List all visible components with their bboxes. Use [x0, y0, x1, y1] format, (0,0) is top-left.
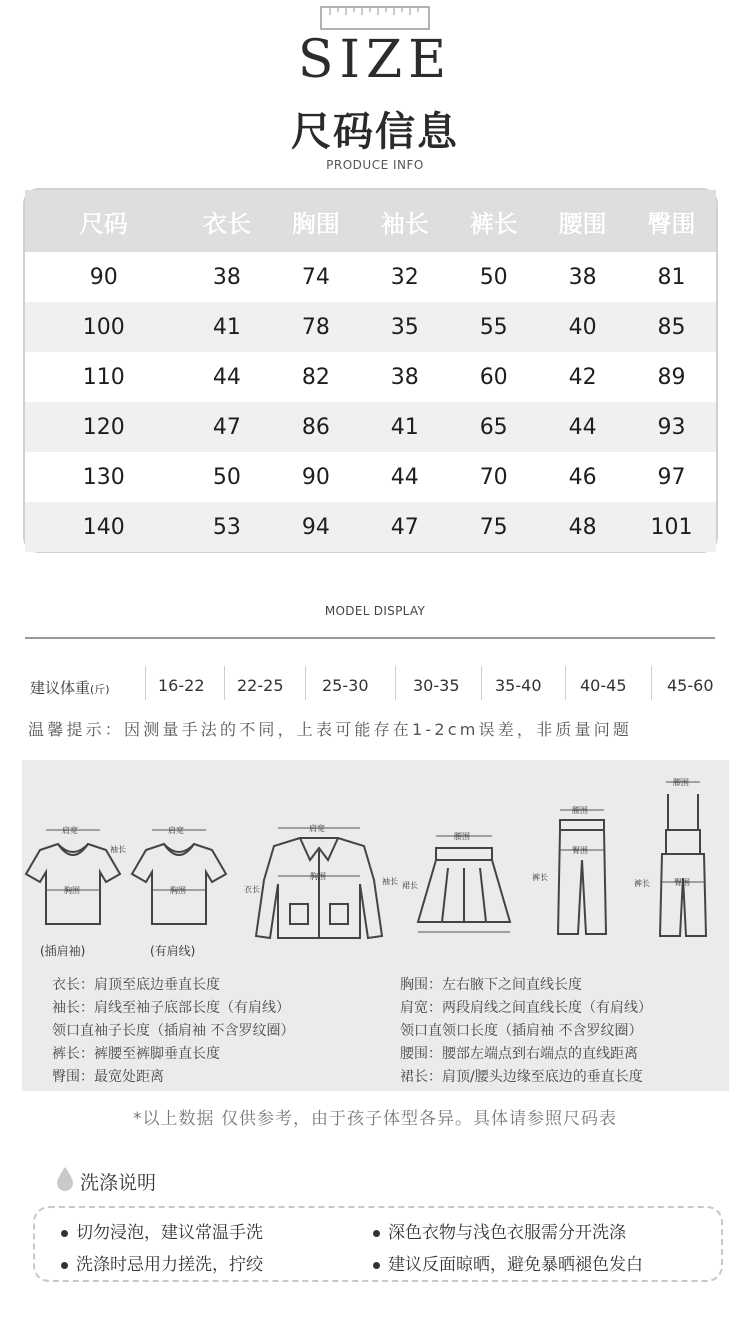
pants-length-label: 裤长 — [634, 879, 650, 888]
divider — [224, 666, 225, 700]
bullet-icon — [373, 1230, 380, 1237]
weight-label — [30, 677, 110, 698]
table-row — [25, 352, 716, 402]
definition-item: 裤长：裤腰至裤脚垂直长度 — [52, 1046, 220, 1062]
table-cell: 100 — [82, 314, 125, 340]
shoulder-label: 肩宽 — [309, 824, 325, 833]
table-cell: 50 — [212, 464, 241, 490]
table-cell: 44 — [390, 464, 419, 490]
table-cell: 42 — [568, 364, 597, 390]
col-header-sleeve: 袖长 — [380, 209, 429, 238]
table-cell: 40 — [568, 314, 597, 340]
table-cell: 94 — [301, 514, 330, 540]
model-display-heading: MODEL DISPLAY — [324, 604, 426, 618]
definition-item: 裙长：肩顶/腰头边缘至底边的垂直长度 — [400, 1069, 643, 1085]
washing-title-text: 洗涤说明 — [80, 1172, 157, 1194]
table-header — [25, 190, 716, 252]
washing-item-text: 洗涤时忌用力搓洗，拧绞 — [76, 1255, 263, 1275]
weight-value: 30-35 — [413, 676, 460, 695]
table-row — [25, 502, 716, 552]
weight-value: 22-25 — [237, 676, 284, 695]
table-cell: 41 — [390, 414, 419, 440]
pants-length-label: 裤长 — [532, 873, 548, 882]
washing-item-text: 切勿浸泡，建议常温手洗 — [76, 1223, 263, 1243]
washing-box — [33, 1206, 723, 1282]
table-cell: 48 — [568, 514, 597, 540]
table-cell: 140 — [82, 514, 125, 540]
chest-label: 胸围 — [64, 886, 80, 895]
table-row — [25, 302, 716, 352]
ruler-icon — [320, 6, 430, 30]
hip-label: 臀围 — [674, 878, 690, 887]
table-cell: 60 — [479, 364, 508, 390]
table-cell: 35 — [390, 314, 419, 340]
caption-shoulder: (有肩线) — [150, 944, 196, 958]
divider — [145, 666, 146, 700]
weight-value: 16-22 — [158, 676, 205, 695]
col-header-chest: 胸围 — [291, 209, 340, 238]
weight-value: 35-40 — [495, 676, 542, 695]
measurement-tip: 温馨提示：因测量手法的不同，上表可能存在1-2cm误差，非质量问题 — [28, 720, 633, 739]
table-cell: 38 — [212, 264, 241, 290]
definition-item: 臀围：最宽处距离 — [52, 1069, 164, 1085]
weight-value: 25-30 — [322, 676, 369, 695]
col-header-length: 衣长 — [202, 209, 251, 238]
table-cell: 90 — [89, 264, 118, 290]
skirt-length-label: 裙长 — [402, 881, 418, 890]
table-cell: 47 — [390, 514, 419, 540]
table-cell: 78 — [301, 314, 330, 340]
table-cell: 53 — [212, 514, 241, 540]
length-label: 衣长 — [244, 885, 260, 894]
disclaimer: *以上数据 仅供参考，由于孩子体型各异。具体请参照尺码表 — [133, 1109, 617, 1129]
divider — [305, 666, 306, 700]
table-cell: 97 — [657, 464, 686, 490]
col-header-pants: 裤长 — [469, 209, 518, 238]
col-header-waist: 腰围 — [558, 209, 607, 238]
washing-item — [61, 1250, 263, 1275]
water-drop-icon — [56, 1166, 74, 1192]
page-title: 尺码信息 — [291, 109, 459, 155]
table-row — [25, 402, 716, 452]
definition-item: 领口直领口长度（插肩袖 不含罗纹圈） — [400, 1023, 643, 1039]
table-cell: 46 — [568, 464, 597, 490]
washing-item-text: 深色衣物与浅色衣服需分开洗涤 — [388, 1223, 626, 1243]
bullet-icon — [373, 1262, 380, 1269]
weight-label-text: 建议体重 — [30, 679, 91, 697]
table-cell: 65 — [479, 414, 508, 440]
overalls-icon — [632, 774, 727, 942]
washing-item — [61, 1218, 263, 1243]
shoulder-label: 肩宽 — [62, 826, 78, 835]
washing-item — [373, 1250, 643, 1275]
divider — [395, 666, 396, 700]
washing-item — [373, 1218, 626, 1243]
table-cell: 41 — [212, 314, 241, 340]
washing-item-text: 建议反面晾晒，避免暴晒褪色发白 — [388, 1255, 643, 1275]
table-cell: 85 — [657, 314, 686, 340]
divider — [481, 666, 482, 700]
table-cell: 120 — [82, 414, 125, 440]
chest-label: 胸围 — [170, 886, 186, 895]
divider — [651, 666, 652, 700]
table-cell: 47 — [212, 414, 241, 440]
weight-value: 40-45 — [580, 676, 627, 695]
col-header-size: 尺码 — [79, 209, 128, 238]
definition-item: 衣长：肩顶至底边垂直长度 — [52, 977, 220, 993]
definition-item: 袖长：肩线至袖子底部长度（有肩线） — [52, 1000, 290, 1016]
table-cell: 70 — [479, 464, 508, 490]
definitions-right — [400, 974, 652, 1089]
table-cell: 90 — [301, 464, 330, 490]
chest-label: 胸围 — [310, 872, 326, 881]
size-heading: SIZE — [297, 30, 453, 90]
bullet-icon — [61, 1230, 68, 1237]
tshirt-raglan-icon — [24, 822, 126, 932]
table-cell: 93 — [657, 414, 686, 440]
table-cell: 38 — [390, 364, 419, 390]
definition-item: 肩宽：两段肩线之间直线长度（有肩线） — [400, 1000, 652, 1016]
table-cell: 75 — [479, 514, 508, 540]
page-subtitle: PRODUCE INFO — [326, 158, 424, 172]
table-cell: 50 — [479, 264, 508, 290]
sleeve-label: 袖长 — [382, 877, 398, 886]
measurement-panel — [22, 760, 729, 1091]
shoulder-label: 肩宽 — [168, 826, 184, 835]
weight-row — [25, 664, 725, 704]
table-body — [25, 252, 716, 552]
bullet-icon — [61, 1262, 68, 1269]
table-row — [25, 452, 716, 502]
table-cell: 38 — [568, 264, 597, 290]
definition-item: 领口直袖子长度（插肩袖 不含罗纹圈） — [52, 1023, 295, 1039]
size-table — [23, 188, 718, 553]
col-header-hip: 臀围 — [647, 209, 696, 238]
table-cell: 101 — [650, 514, 693, 540]
sleeve-label: 袖长 — [110, 845, 126, 854]
table-cell: 81 — [657, 264, 686, 290]
table-cell: 110 — [82, 364, 125, 390]
waist-label: 腰围 — [572, 806, 588, 815]
waist-label: 腰围 — [673, 778, 689, 787]
table-cell: 82 — [301, 364, 330, 390]
table-cell: 44 — [568, 414, 597, 440]
definitions-left — [52, 974, 294, 1089]
skirt-icon — [402, 828, 522, 938]
table-cell: 89 — [657, 364, 686, 390]
waist-label: 腰围 — [454, 832, 470, 841]
weight-value: 45-60 — [667, 676, 714, 695]
weight-unit: (斤) — [90, 683, 110, 696]
divider — [25, 637, 715, 639]
table-row — [25, 252, 716, 302]
jacket-icon — [244, 820, 398, 945]
tshirt-shoulder-icon — [130, 822, 228, 932]
table-cell: 44 — [212, 364, 241, 390]
caption-raglan: (插肩袖) — [40, 944, 86, 958]
pants-icon — [532, 800, 622, 940]
table-cell: 32 — [390, 264, 419, 290]
definition-item: 腰围：腰部左端点到右端点的直线距离 — [400, 1046, 638, 1062]
table-cell: 74 — [301, 264, 330, 290]
table-cell: 55 — [479, 314, 508, 340]
divider — [565, 666, 566, 700]
hip-label: 臀围 — [572, 846, 588, 855]
table-cell: 86 — [301, 414, 330, 440]
definition-item: 胸围：左右腋下之间直线长度 — [400, 977, 582, 993]
table-cell: 130 — [82, 464, 125, 490]
